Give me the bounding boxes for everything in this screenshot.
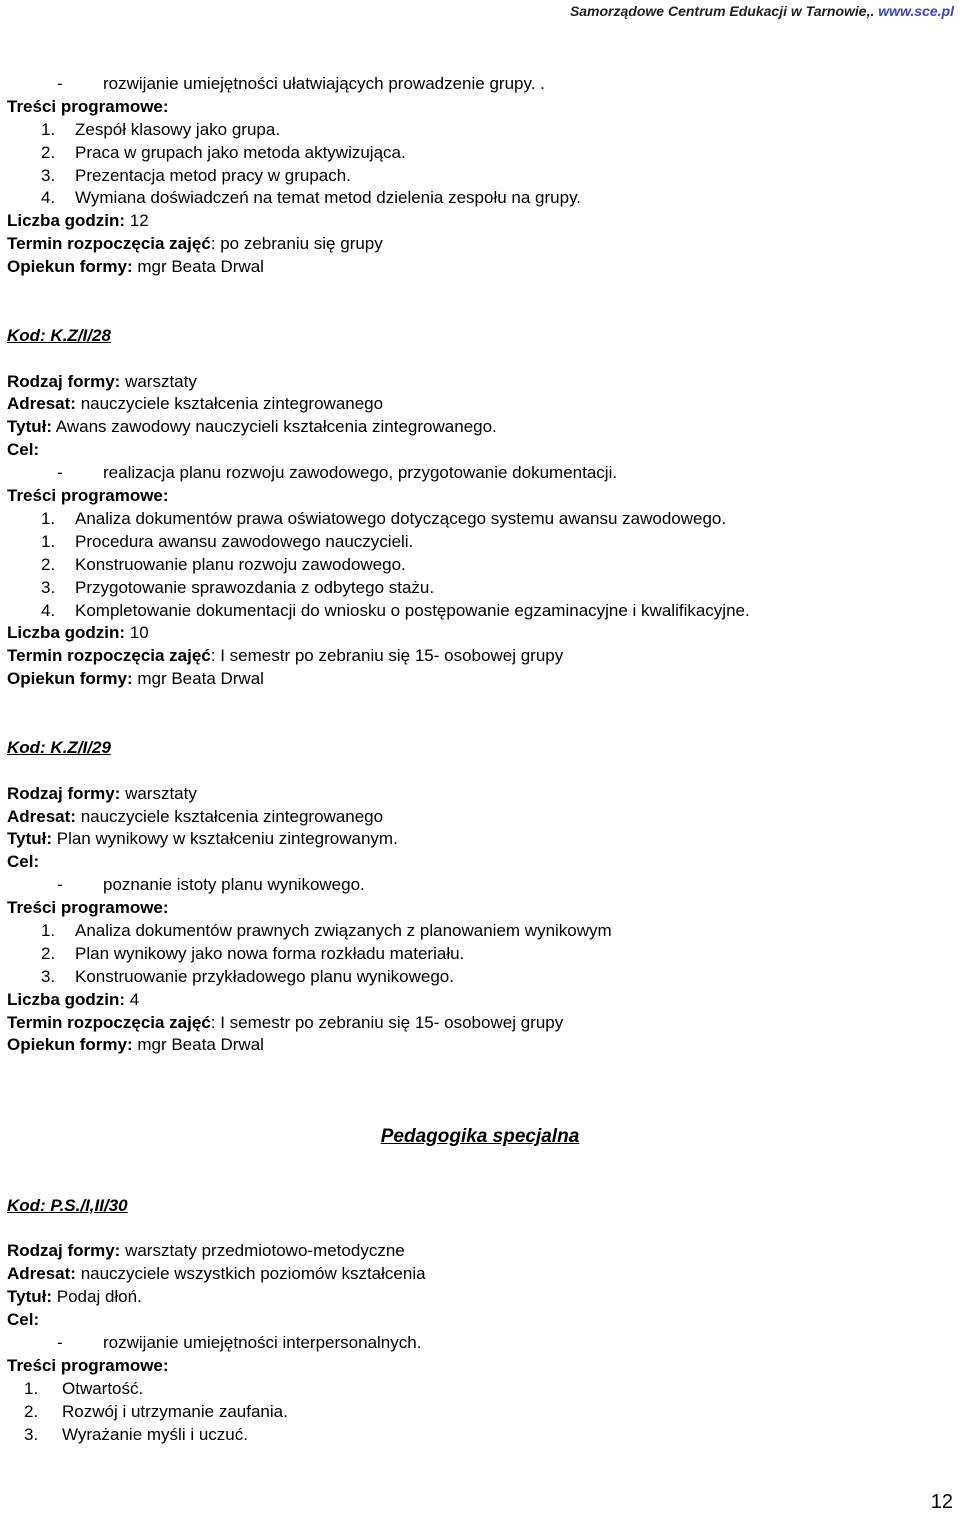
- header-institution: Samorządowe Centrum Edukacji w Tarnowie,.: [569, 3, 879, 19]
- tytul: Tytuł: Podaj dłoń.: [7, 1287, 142, 1307]
- termin: Termin rozpoczęcia zajęć: I semestr po zebraniu się 15- osobowej grupy: [7, 1012, 564, 1032]
- course-code: Kod: K.Z/I/28: [7, 325, 111, 345]
- page-number: 12: [930, 1491, 953, 1513]
- list-item: 3. Konstruowanie przykładowego planu wynikowego.: [41, 966, 454, 986]
- list-item: 2. Praca w grupach jako metoda aktywizująca.: [41, 142, 406, 162]
- adresat: Adresat: nauczyciele kształcenia zintegrowanego: [7, 394, 384, 414]
- tresci-heading: Treści programowe:: [7, 486, 169, 506]
- document-content: [7, 73, 947, 1447]
- header-website-link[interactable]: www.sce.pl: [878, 3, 954, 19]
- list-item: 3. Prezentacja metod pracy w grupach.: [41, 165, 351, 185]
- adresat: Adresat: nauczyciele kształcenia zintegrowanego: [7, 806, 384, 826]
- rodzaj-formy: Rodzaj formy: warsztaty przedmiotowo-metodyczne: [7, 1241, 405, 1261]
- tytul: Tytuł: Awans zawodowy nauczycieli kształcenia zintegrowanego.: [7, 417, 497, 437]
- goal-item: - realizacja planu rozwoju zawodowego, przygotowanie dokumentacji.: [57, 463, 618, 483]
- adresat: Adresat: nauczyciele wszystkich poziomów kształcenia: [7, 1264, 426, 1284]
- termin: Termin rozpoczęcia zajęć: po zebraniu się grupy: [7, 234, 383, 254]
- list-item: 1. Zespół klasowy jako grupa.: [41, 119, 281, 139]
- list-item: 1. Otwartość.: [24, 1378, 144, 1398]
- opiekun: Opiekun formy: mgr Beata Drwal: [7, 257, 264, 277]
- list-item: 3. Wyrażanie myśli i uczuć.: [24, 1424, 248, 1444]
- section-title: Pedagogika specjalna: [380, 1126, 580, 1148]
- rodzaj-formy: Rodzaj formy: warsztaty: [7, 783, 197, 803]
- cel-heading: Cel:: [7, 1310, 40, 1330]
- list-item: 2. Rozwój i utrzymanie zaufania.: [24, 1401, 288, 1421]
- tresci-heading: Treści programowe:: [7, 96, 169, 116]
- goal-item: - rozwijanie umiejętności interpersonalnych.: [57, 1333, 422, 1353]
- goal-item: - poznanie istoty planu wynikowego.: [57, 875, 365, 895]
- list-item: 1. Analiza dokumentów prawa oświatowego dotyczącego systemu awansu zawodowego.: [41, 508, 727, 528]
- list-item: 2. Plan wynikowy jako nowa forma rozkładu materiału.: [41, 943, 465, 963]
- list-item: 1. Procedura awansu zawodowego nauczycieli.: [41, 531, 414, 551]
- tytul: Tytuł: Plan wynikowy w kształceniu zintegrowanym.: [7, 829, 398, 849]
- list-item: 1. Analiza dokumentów prawnych związanych z planowaniem wynikowym: [41, 920, 612, 940]
- course-code: Kod: K.Z/I/29: [7, 737, 111, 757]
- rodzaj-formy: Rodzaj formy: warsztaty: [7, 371, 197, 391]
- opiekun: Opiekun formy: mgr Beata Drwal: [7, 669, 264, 689]
- list-item: 2. Konstruowanie planu rozwoju zawodowego.: [41, 554, 406, 574]
- course-code: Kod: P.S./I,II/30: [7, 1195, 128, 1215]
- tresci-heading: Treści programowe:: [7, 1355, 169, 1375]
- page-header: [570, 3, 954, 19]
- cel-heading: Cel:: [7, 440, 40, 460]
- list-item: 4. Wymiana doświadczeń na temat metod dzielenia zespołu na grupy.: [41, 188, 582, 208]
- list-item: 4. Kompletowanie dokumentacji do wniosku o postępowanie egzaminacyjne i kwalifikacyjne.: [41, 600, 750, 620]
- liczba-godzin: Liczba godzin: 4: [7, 989, 140, 1009]
- termin: Termin rozpoczęcia zajęć: I semestr po zebraniu się 15- osobowej grupy: [7, 646, 564, 666]
- cel-heading: Cel:: [7, 852, 40, 872]
- tresci-heading: Treści programowe:: [7, 898, 169, 918]
- liczba-godzin: Liczba godzin: 12: [7, 211, 149, 231]
- list-item: 3. Przygotowanie sprawozdania z odbytego stażu.: [41, 577, 435, 597]
- goal-item: - rozwijanie umiejętności ułatwiających prowadzenie grupy. .: [57, 74, 545, 93]
- opiekun: Opiekun formy: mgr Beata Drwal: [7, 1035, 264, 1055]
- liczba-godzin: Liczba godzin: 10: [7, 623, 149, 643]
